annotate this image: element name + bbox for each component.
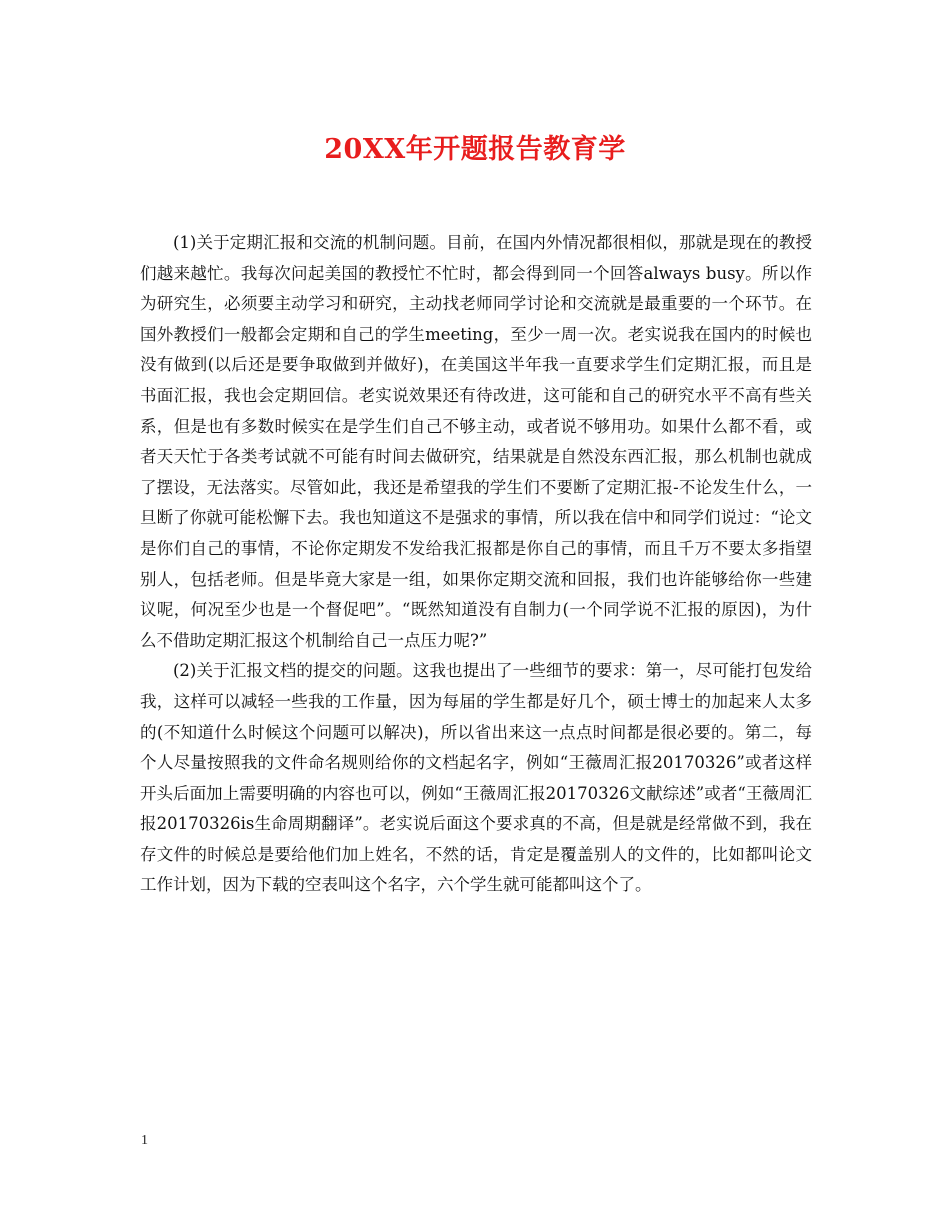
paragraph-1: (1)关于定期汇报和交流的机制问题。目前，在国内外情况都很相似，那就是现在的教授们越来越忙。我每次问起美国的教授忙不忙时，都会得到同一个回答always busy。所以作为研究生，必须要主动学习和研究，主动找老师同学讨论和交流就是最重要的一个环节。在国外教授们一般都会定期和自己的学生meeting，至少一周一次。老实说我在国内的时候也没有做到(以后还是要争取做到并做好)，在美国这半年我一直要求学生们定期汇报，而且是书面汇报，我也会定期回信。老实说效果还有待改进，这可能和自己的研究水平不高有些关系，但是也有多数时候实在是学生们自己不够主动，或者说不够用功。如果什么都不看，或者天天忙于各类考试就不可能有时间去做研究，结果就是自然没东西汇报，那么机制也就成了摆设，无法落实。尽管如此，我还是希望我的学生们不要断了定期汇报-不论发生什么，一旦断了你就可能松懈下去。我也知道这不是强求的事情，所以我在信中和同学们说过：“论文是你们自己的事情，不论你定期发不发给我汇报都是你自己的事情，而且千万不要太多指望别人，包括老师。但是毕竟大家是一组，如果你定期交流和回报，我们也许能够给你一些建议呢，何况至少也是一个督促吧”。“既然知道没有自制力(一个同学说不汇报的原因)，为什么不借助定期汇报这个机制给自己一点压力呢?” [140,233,812,650]
paragraph-2: (2)关于汇报文档的提交的问题。这我也提出了一些细节的要求：第一，尽可能打包发给我，这样可以减轻一些我的工作量，因为每届的学生都是好几个，硕士博士的加起来人太多的(不知道什么时候这个问题可以解决)，所以省出来这一点点时间都是很必要的。第二，每个人尽量按照我的文件命名规则给你的文档起名字，例如“王薇周汇报20170326”或者这样开头后面加上需要明确的内容也可以，例如“王薇周汇报20170326文献综述”或者“王薇周汇报20170326is生命周期翻译”。老实说后面这个要求真的不高，但是就是经常做不到，我在存文件的时候总是要给他们加上姓名，不然的话，肯定是覆盖别人的文件的，比如都叫论文工作计划，因为下载的空表叫这个名字，六个学生就可能都叫这个了。 [140,661,812,895]
document-title: 20XX年开题报告教育学 [324,134,626,165]
document-body [140,228,812,901]
page-number: 1 [141,1133,148,1148]
